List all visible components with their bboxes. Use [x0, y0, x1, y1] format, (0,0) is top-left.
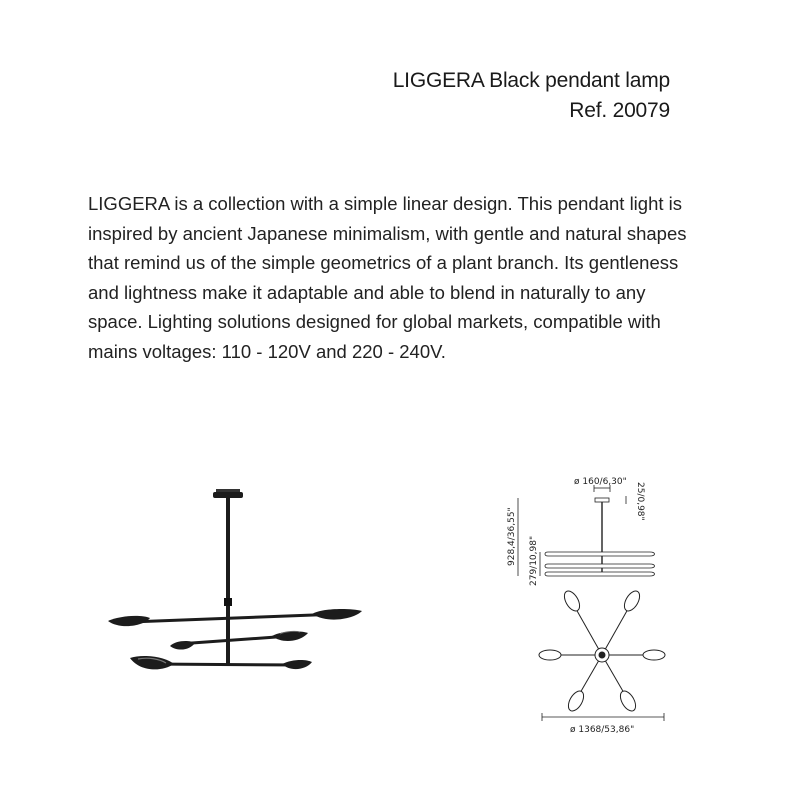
canopy-diameter-label: ø 160/6,30": [574, 477, 627, 487]
product-title-block: [393, 66, 670, 126]
total-diameter-label: ø 1368/53,86": [570, 725, 635, 735]
arms-height-label: 279/10,98": [529, 535, 539, 586]
technical-drawing: [500, 470, 710, 740]
product-title: LIGGERA Black pendant lamp: [392, 69, 670, 92]
product-description: LIGGERA is a collection with a simple linear design. This pendant light is inspired by ancient Japanese minimalism, with gentle and natural shapes that remind us of the simple geometrics of a plant branch. Its gentleness and lightness make it adaptable and able to blend in naturally to any space. Lighting solutions designed for global markets, compatible with mains voltages: 110 - 120V and 220 - 240V.: [88, 193, 687, 362]
lamp-illustration: [100, 478, 370, 678]
product-reference: Ref. 20079: [569, 99, 670, 122]
canopy-height-label: 25/0,98": [635, 482, 645, 521]
total-height-label: 928,4/36,55": [507, 507, 517, 566]
